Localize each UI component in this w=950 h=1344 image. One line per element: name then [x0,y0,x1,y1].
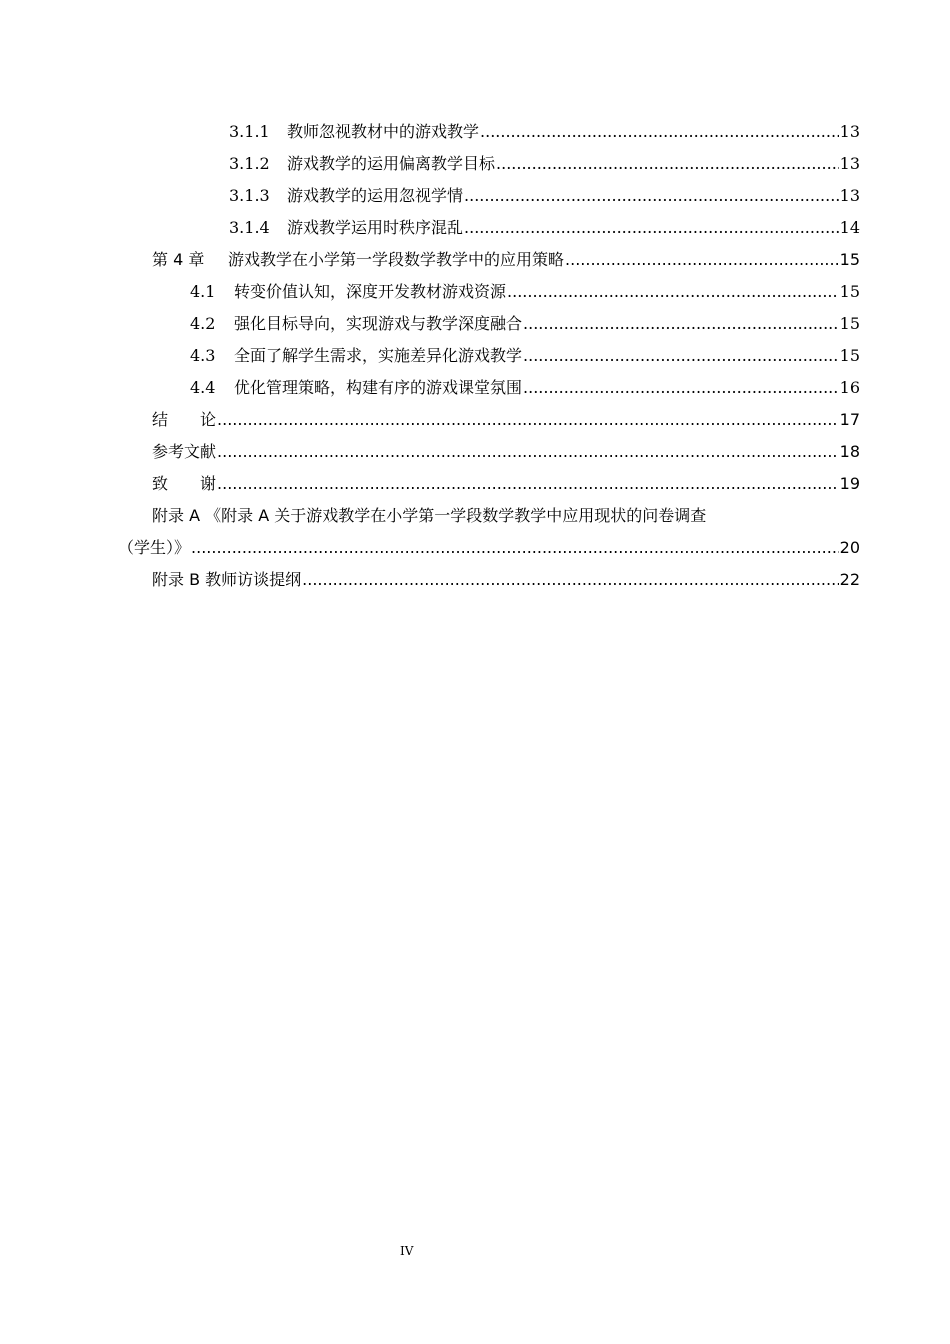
toc-title: 游戏教学在小学第一学段数学教学中的应用策略 [228,250,565,269]
toc-title: 致 谢 [152,474,217,493]
toc-title: 附录 B 教师访谈提纲 [152,570,302,589]
leader-dots [302,564,838,596]
toc-number: 3.1.3 [229,186,270,205]
toc-entry-4-4[interactable] [0,372,950,404]
toc-entry-references[interactable] [0,436,950,468]
toc-title: 强化目标导向，实现游戏与教学深度融合 [234,314,523,333]
toc-number: 3.1.2 [229,154,270,173]
toc-page: 19 [839,474,860,493]
leader-dots [464,180,839,212]
toc-number: 3.1.1 [229,122,270,141]
toc-title: 游戏教学的运用忽视学情 [287,186,464,205]
toc-entry-conclusion[interactable] [0,404,950,436]
toc-entry-4-3[interactable] [0,340,950,372]
toc-title: （学生）》 [118,538,191,557]
toc-page: 15 [839,346,860,365]
toc-page: 13 [839,186,860,205]
leader-dots [565,244,839,276]
toc-page: 20 [839,538,860,557]
leader-dots [217,404,839,436]
toc-entry-appendix-b[interactable] [0,564,950,596]
toc-number: 4.2 [190,314,216,333]
toc-page: 15 [839,250,860,269]
toc-page: 14 [839,218,860,237]
leader-dots [480,116,839,148]
toc-entry-3-1-2[interactable] [0,148,950,180]
toc-entry-3-1-4[interactable] [0,212,950,244]
toc-number: 3.1.4 [229,218,270,237]
toc-title: 参考文献 [152,442,217,461]
toc-page: 13 [839,154,860,173]
toc-number: 4.3 [190,346,216,365]
toc-entry-4-1[interactable] [0,276,950,308]
toc-title: 优化管理策略，构建有序的游戏课堂氛围 [234,378,523,397]
toc-title-line1: 附录 A 《附录 A 关于游戏教学在小学第一学段数学教学中应用现状的问卷调查 [152,506,707,525]
toc-title: 游戏教学的运用偏离教学目标 [287,154,496,173]
toc-page: 15 [839,282,860,301]
toc-number: 第 4 章 [152,250,205,269]
leader-dots [523,308,839,340]
table-of-contents [0,116,950,596]
toc-entry-acknowledgements[interactable] [0,468,950,500]
leader-dots [191,532,839,564]
leader-dots [217,436,839,468]
leader-dots [523,372,839,404]
toc-page: 18 [839,442,860,461]
footer-page-number: IV [400,1244,414,1258]
toc-entry-appendix-a[interactable] [0,500,950,564]
toc-entry-3-1-3[interactable] [0,180,950,212]
toc-title: 转变价值认知，深度开发教材游戏资源 [234,282,507,301]
toc-entry-4-2[interactable] [0,308,950,340]
leader-dots [217,468,839,500]
toc-title: 游戏教学运用时秩序混乱 [287,218,464,237]
toc-page: 17 [839,410,860,429]
toc-title: 全面了解学生需求，实施差异化游戏教学 [234,346,523,365]
leader-dots [507,276,839,308]
toc-page: 16 [839,378,860,397]
toc-page: 22 [839,570,860,589]
toc-entry-3-1-1[interactable] [0,116,950,148]
toc-page: 13 [839,122,860,141]
toc-number: 4.1 [190,282,216,301]
toc-number: 4.4 [190,378,216,397]
leader-dots [464,212,839,244]
toc-title: 教师忽视教材中的游戏教学 [287,122,480,141]
toc-entry-chapter-4[interactable] [0,244,950,276]
leader-dots [523,340,839,372]
toc-page: 15 [839,314,860,333]
toc-title: 结 论 [152,410,217,429]
leader-dots [496,148,839,180]
